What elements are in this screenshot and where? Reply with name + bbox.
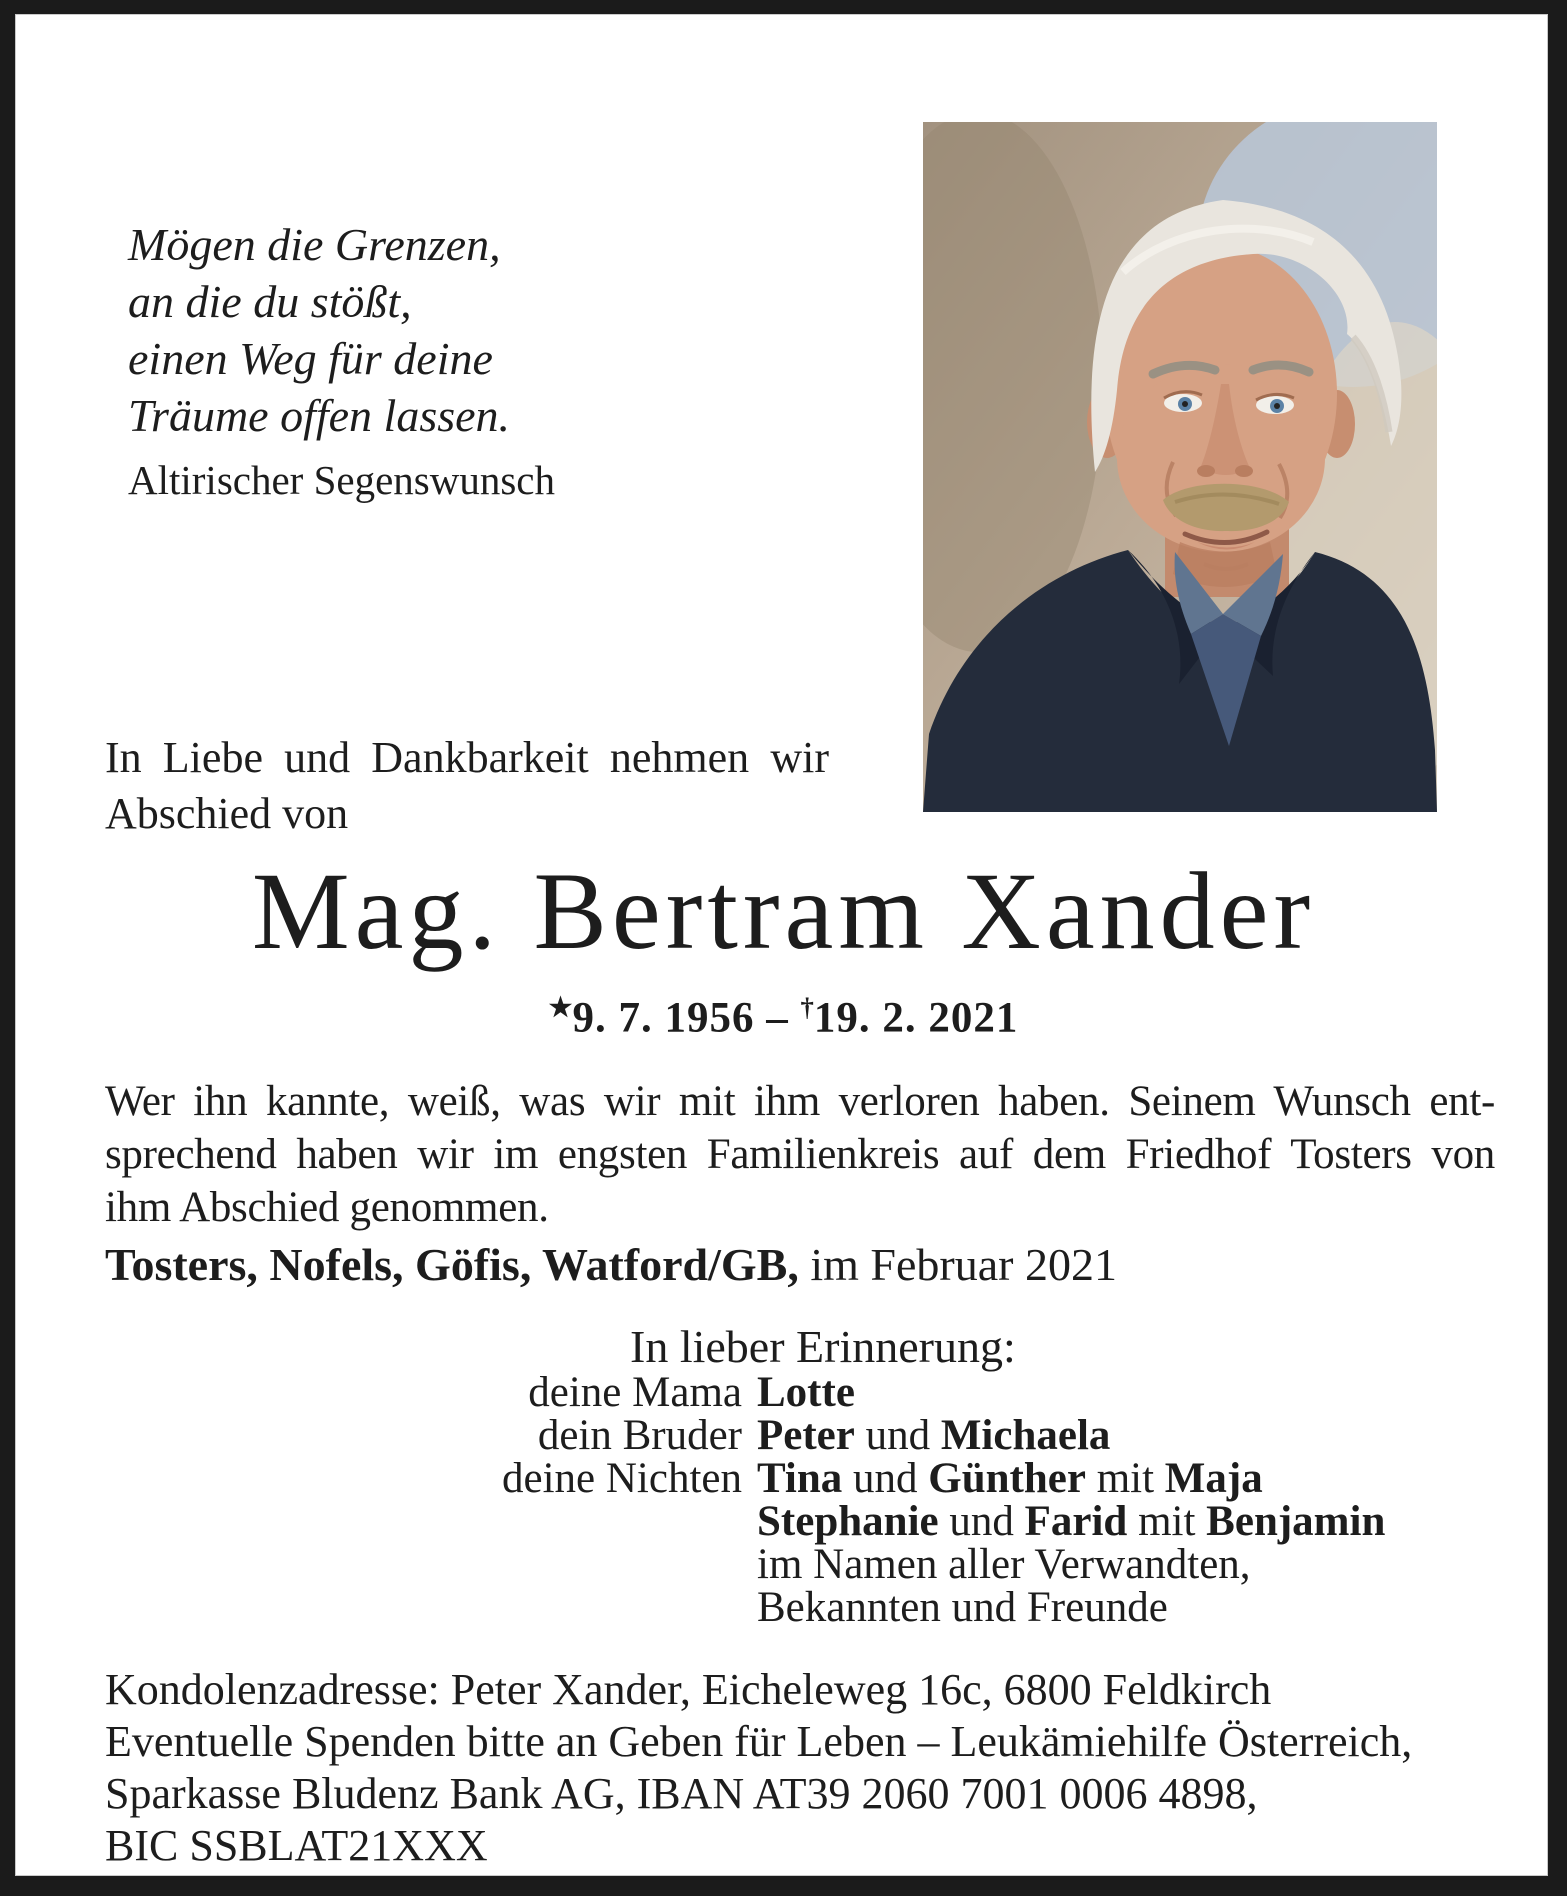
intro-line-1: In Liebe und Dankbarkeit nehmen wir — [105, 733, 829, 782]
obituary-line: sprechend haben wir im engsten Familienkreis auf dem Friedhof Tosters von — [105, 1131, 1495, 1178]
mourner-row — [105, 1371, 1385, 1414]
condolence-address: Kondolenzadresse: Peter Xander, Eicheleweg 16c, 6800 Feldkirch — [105, 1665, 1272, 1714]
condolence-info — [105, 1664, 1412, 1872]
mourner-names — [757, 1543, 1251, 1586]
mourner-name: Farid — [1024, 1498, 1128, 1545]
mourner-name: Lotte — [757, 1369, 855, 1416]
obituary-paragraph — [105, 1075, 1495, 1234]
life-dates — [0, 992, 1567, 1042]
death-date: 19. 2. 2021 — [813, 994, 1019, 1042]
mourner-relation: deine Nichten — [502, 1455, 742, 1502]
mourner-name: Tina — [757, 1455, 843, 1502]
bank-bic: BIC SSBLAT21XXX — [105, 1821, 488, 1870]
connector-text: und — [842, 1455, 929, 1502]
mourner-row — [105, 1457, 1385, 1500]
blessing-quote — [128, 216, 555, 509]
mourner-names — [757, 1457, 1263, 1500]
quote-attribution: Altirischer Segenswunsch — [128, 457, 555, 503]
mourners-list — [105, 1371, 1385, 1629]
mourner-name: Benjamin — [1206, 1498, 1386, 1545]
mourner-row — [105, 1543, 1385, 1586]
intro-text — [105, 730, 829, 842]
mourner-names — [757, 1586, 1168, 1629]
quote-line: an die du stößt, — [128, 276, 412, 327]
mourner-row — [105, 1586, 1385, 1629]
closing-text: Bekannten und Freunde — [757, 1584, 1168, 1631]
dateline — [105, 1238, 1117, 1291]
birth-star-icon: ★ — [548, 992, 573, 1022]
mourner-relation — [105, 1500, 742, 1543]
mourner-name: Michaela — [940, 1412, 1111, 1459]
mourner-name: Günther — [928, 1455, 1086, 1502]
dateline-date: im Februar 2021 — [798, 1239, 1117, 1290]
bank-iban: Sparkasse Bludenz Bank AG, IBAN AT39 2060 7001 0006 4898, — [105, 1769, 1258, 1818]
dateline-places: Tosters, Nofels, Göfis, Watford/GB, — [105, 1239, 799, 1290]
mourner-names — [757, 1500, 1385, 1543]
quote-line: Träume offen lassen. — [128, 390, 511, 441]
mourner-names — [757, 1371, 855, 1414]
quote-line: einen Weg für deine — [128, 333, 493, 384]
deceased-name: Mag. Bertram Xander — [251, 850, 1316, 972]
mourner-name: Peter — [757, 1412, 855, 1459]
mourner-names — [757, 1414, 1110, 1457]
quote-line: Mögen die Grenzen, — [128, 219, 501, 270]
mourner-row — [105, 1414, 1385, 1457]
connector-text: mit — [1127, 1498, 1207, 1545]
connector-text: und — [854, 1412, 941, 1459]
mourner-row — [105, 1500, 1385, 1543]
dates-separator: – — [754, 994, 801, 1042]
closing-text: im Namen aller Verwandten, — [757, 1541, 1251, 1588]
portrait-photo — [923, 122, 1437, 812]
mourner-relation — [105, 1543, 742, 1586]
mourner-name: Stephanie — [757, 1498, 939, 1545]
mourner-name: Maja — [1164, 1455, 1263, 1502]
intro-line-2: Abschied von — [105, 789, 349, 838]
portrait-illustration — [923, 122, 1437, 812]
connector-text: mit — [1085, 1455, 1165, 1502]
mourner-relation — [105, 1586, 742, 1629]
obituary-line: ihm Abschied genommen. — [105, 1184, 549, 1231]
mourner-relation: deine Mama — [528, 1369, 742, 1416]
death-dagger-icon: † — [800, 992, 814, 1022]
donation-info: Eventuelle Spenden bitte an Geben für Leben – Leukämiehilfe Österreich, — [105, 1717, 1413, 1766]
connector-text: und — [938, 1498, 1025, 1545]
obituary-line: Wer ihn kannte, weiß, was wir mit ihm verloren haben. Seinem Wunsch ent- — [105, 1078, 1495, 1125]
mourner-relation: dein Bruder — [537, 1412, 742, 1459]
remembrance-heading: In lieber Erinnerung: — [630, 1321, 1016, 1372]
birth-date: 9. 7. 1956 — [572, 994, 755, 1042]
